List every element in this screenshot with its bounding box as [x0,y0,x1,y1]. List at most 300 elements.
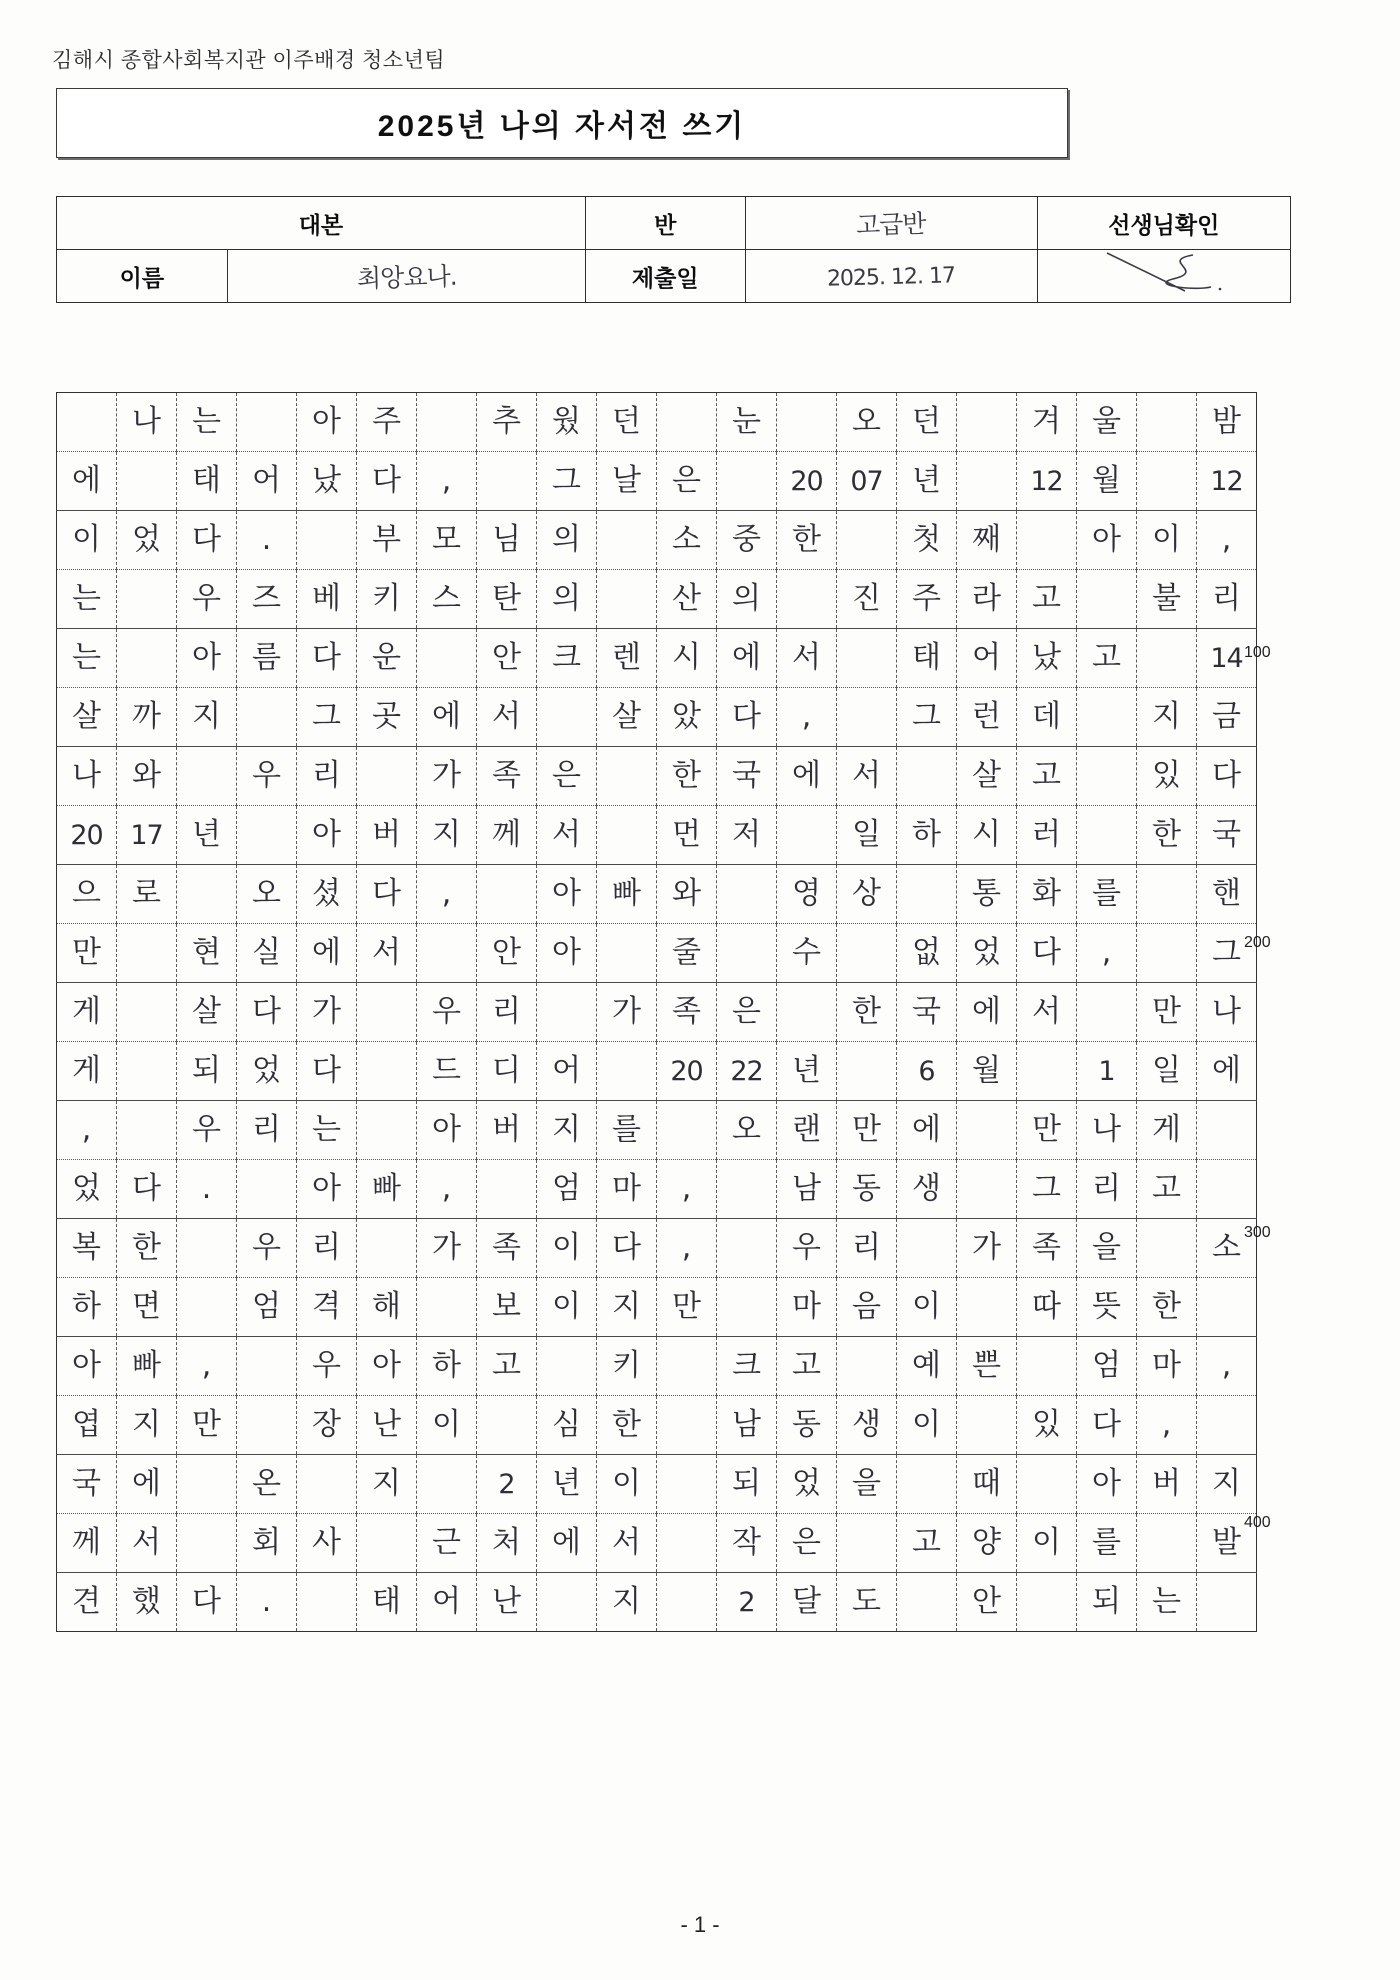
manuscript-cell[interactable] [1137,1160,1197,1219]
manuscript-cell[interactable] [957,865,1017,924]
manuscript-cell[interactable] [957,629,1017,688]
manuscript-cell[interactable] [357,1160,417,1219]
manuscript-cell[interactable] [477,452,537,511]
manuscript-cell[interactable] [477,1219,537,1278]
submit-date-value-cell[interactable] [745,250,1037,303]
manuscript-cell[interactable] [717,806,777,865]
manuscript-cell[interactable] [537,1278,597,1337]
manuscript-cell[interactable] [1017,629,1077,688]
manuscript-cell[interactable] [597,1573,657,1632]
manuscript-cell[interactable] [897,393,957,452]
manuscript-cell[interactable] [837,1337,897,1396]
manuscript-cell[interactable] [1017,688,1077,747]
manuscript-cell[interactable] [1137,1455,1197,1514]
manuscript-cell[interactable] [717,1455,777,1514]
name-value-cell[interactable] [227,250,585,303]
manuscript-cell[interactable] [957,1042,1017,1101]
manuscript-cell[interactable] [1137,511,1197,570]
manuscript-cell[interactable] [537,629,597,688]
manuscript-cell[interactable] [297,393,357,452]
manuscript-cell[interactable] [597,983,657,1042]
manuscript-cell[interactable] [237,1573,297,1632]
manuscript-cell[interactable] [537,1101,597,1160]
manuscript-cell[interactable] [57,1219,117,1278]
manuscript-cell[interactable] [117,1573,177,1632]
manuscript-cell[interactable] [657,1160,717,1219]
manuscript-cell[interactable] [657,983,717,1042]
manuscript-cell[interactable] [177,629,237,688]
manuscript-cell[interactable] [297,747,357,806]
manuscript-cell[interactable] [717,1101,777,1160]
manuscript-cell[interactable] [297,511,357,570]
manuscript-cell[interactable] [177,511,237,570]
manuscript-cell[interactable] [837,1514,897,1573]
manuscript-cell[interactable] [297,688,357,747]
manuscript-cell[interactable] [957,511,1017,570]
manuscript-cell[interactable] [117,452,177,511]
manuscript-cell[interactable] [237,688,297,747]
manuscript-cell[interactable] [537,865,597,924]
manuscript-cell[interactable] [1077,1573,1137,1632]
manuscript-cell[interactable] [417,1160,477,1219]
manuscript-cell[interactable] [117,629,177,688]
manuscript-cell[interactable] [657,747,717,806]
manuscript-cell[interactable] [417,1455,477,1514]
manuscript-cell[interactable] [597,1455,657,1514]
manuscript-cell[interactable] [897,1455,957,1514]
manuscript-cell[interactable] [657,511,717,570]
manuscript-cell[interactable] [357,1101,417,1160]
manuscript-cell[interactable] [777,1042,837,1101]
manuscript-cell[interactable] [897,1219,957,1278]
manuscript-cell[interactable] [597,629,657,688]
manuscript-cell[interactable] [297,452,357,511]
manuscript-cell[interactable] [837,393,897,452]
manuscript-cell[interactable] [537,1160,597,1219]
manuscript-cell[interactable] [777,1573,837,1632]
manuscript-cell[interactable] [1137,1219,1197,1278]
manuscript-cell[interactable] [477,1042,537,1101]
manuscript-cell[interactable] [717,747,777,806]
manuscript-cell[interactable] [237,1101,297,1160]
manuscript-cell[interactable] [357,1337,417,1396]
manuscript-cell[interactable] [177,1573,237,1632]
manuscript-cell[interactable] [837,1278,897,1337]
manuscript-cell[interactable] [1137,865,1197,924]
manuscript-cell[interactable] [597,747,657,806]
manuscript-cell[interactable] [57,1101,117,1160]
manuscript-cell[interactable] [1197,806,1257,865]
manuscript-cell[interactable] [957,1160,1017,1219]
manuscript-cell[interactable] [1077,629,1137,688]
manuscript-cell[interactable] [717,688,777,747]
manuscript-cell[interactable] [1017,747,1077,806]
manuscript-cell[interactable] [1197,747,1257,806]
manuscript-cell[interactable] [1077,1396,1137,1455]
manuscript-cell[interactable] [357,452,417,511]
manuscript-cell[interactable] [417,1219,477,1278]
manuscript-cell[interactable] [477,570,537,629]
manuscript-cell[interactable] [237,1337,297,1396]
manuscript-cell[interactable] [1077,747,1137,806]
manuscript-cell[interactable] [1017,1278,1077,1337]
manuscript-cell[interactable] [297,865,357,924]
manuscript-cell[interactable] [957,393,1017,452]
manuscript-cell[interactable] [477,393,537,452]
manuscript-cell[interactable] [297,1337,357,1396]
manuscript-cell[interactable] [1077,1101,1137,1160]
manuscript-cell[interactable] [1197,865,1257,924]
manuscript-cell[interactable] [597,1337,657,1396]
manuscript-cell[interactable] [1077,865,1137,924]
manuscript-cell[interactable] [957,806,1017,865]
manuscript-cell[interactable] [597,1396,657,1455]
manuscript-cell[interactable] [1197,1573,1257,1632]
manuscript-cell[interactable] [1077,393,1137,452]
manuscript-cell[interactable] [717,570,777,629]
manuscript-cell[interactable] [117,1455,177,1514]
manuscript-cell[interactable] [117,570,177,629]
manuscript-cell[interactable] [477,806,537,865]
manuscript-cell[interactable] [57,1573,117,1632]
manuscript-cell[interactable] [777,1396,837,1455]
manuscript-cell[interactable] [177,865,237,924]
manuscript-cell[interactable] [1077,511,1137,570]
manuscript-cell[interactable] [1017,1573,1077,1632]
manuscript-cell[interactable] [1137,393,1197,452]
manuscript-cell[interactable] [117,747,177,806]
manuscript-cell[interactable] [777,629,837,688]
manuscript-cell[interactable] [1197,924,1257,983]
manuscript-cell[interactable] [897,688,957,747]
manuscript-cell[interactable] [837,1455,897,1514]
manuscript-cell[interactable] [117,1396,177,1455]
manuscript-cell[interactable] [897,1396,957,1455]
manuscript-cell[interactable] [837,865,897,924]
manuscript-cell[interactable] [537,1396,597,1455]
manuscript-cell[interactable] [657,865,717,924]
manuscript-cell[interactable] [717,393,777,452]
manuscript-cell[interactable] [897,1514,957,1573]
manuscript-cell[interactable] [1197,983,1257,1042]
manuscript-cell[interactable] [837,629,897,688]
manuscript-cell[interactable] [177,1337,237,1396]
manuscript-cell[interactable] [417,1278,477,1337]
manuscript-cell[interactable] [657,924,717,983]
manuscript-cell[interactable] [597,393,657,452]
manuscript-cell[interactable] [1137,1337,1197,1396]
manuscript-cell[interactable] [297,570,357,629]
manuscript-cell[interactable] [1077,1455,1137,1514]
manuscript-cell[interactable] [717,1396,777,1455]
manuscript-cell[interactable] [657,570,717,629]
manuscript-cell[interactable] [1197,1042,1257,1101]
manuscript-cell[interactable] [957,983,1017,1042]
manuscript-cell[interactable] [57,983,117,1042]
manuscript-cell[interactable] [117,511,177,570]
manuscript-cell[interactable] [57,865,117,924]
manuscript-cell[interactable] [297,1396,357,1455]
manuscript-cell[interactable] [117,924,177,983]
manuscript-cell[interactable] [1197,1101,1257,1160]
manuscript-cell[interactable] [777,865,837,924]
manuscript-cell[interactable] [417,924,477,983]
manuscript-cell[interactable] [477,865,537,924]
manuscript-cell[interactable] [237,924,297,983]
manuscript-cell[interactable] [57,1278,117,1337]
manuscript-cell[interactable] [537,570,597,629]
manuscript-cell[interactable] [1137,629,1197,688]
manuscript-cell[interactable] [957,1278,1017,1337]
manuscript-cell[interactable] [177,983,237,1042]
manuscript-cell[interactable] [657,629,717,688]
manuscript-cell[interactable] [117,1160,177,1219]
manuscript-cell[interactable] [297,629,357,688]
manuscript-cell[interactable] [597,511,657,570]
manuscript-cell[interactable] [1077,983,1137,1042]
manuscript-cell[interactable] [717,629,777,688]
class-value-cell[interactable] [745,197,1037,250]
manuscript-cell[interactable] [357,747,417,806]
manuscript-cell[interactable] [657,452,717,511]
manuscript-cell[interactable] [357,1042,417,1101]
manuscript-cell[interactable] [417,1337,477,1396]
manuscript-cell[interactable] [837,688,897,747]
manuscript-cell[interactable] [237,747,297,806]
manuscript-cell[interactable] [717,1573,777,1632]
manuscript-cell[interactable] [777,806,837,865]
manuscript-cell[interactable] [57,1160,117,1219]
manuscript-cell[interactable] [1077,806,1137,865]
manuscript-cell[interactable] [837,1101,897,1160]
manuscript-cell[interactable] [957,688,1017,747]
manuscript-cell[interactable] [1017,1396,1077,1455]
manuscript-cell[interactable] [297,1219,357,1278]
manuscript-cell[interactable] [417,688,477,747]
manuscript-cell[interactable] [777,452,837,511]
manuscript-cell[interactable] [57,1042,117,1101]
manuscript-cell[interactable] [1197,1160,1257,1219]
manuscript-cell[interactable] [357,1514,417,1573]
manuscript-cell[interactable] [537,1337,597,1396]
manuscript-cell[interactable] [1017,1160,1077,1219]
manuscript-cell[interactable] [417,1396,477,1455]
manuscript-cell[interactable] [57,452,117,511]
manuscript-cell[interactable] [117,688,177,747]
manuscript-cell[interactable] [957,924,1017,983]
manuscript-cell[interactable] [417,1573,477,1632]
manuscript-cell[interactable] [477,983,537,1042]
manuscript-cell[interactable] [297,1573,357,1632]
manuscript-cell[interactable] [357,1396,417,1455]
manuscript-cell[interactable] [1017,511,1077,570]
manuscript-cell[interactable] [417,1514,477,1573]
manuscript-cell[interactable] [1077,1042,1137,1101]
manuscript-cell[interactable] [657,393,717,452]
manuscript-cell[interactable] [597,1101,657,1160]
manuscript-cell[interactable] [957,1573,1017,1632]
manuscript-cell[interactable] [777,393,837,452]
manuscript-cell[interactable] [897,1278,957,1337]
manuscript-cell[interactable] [1017,1101,1077,1160]
manuscript-cell[interactable] [897,1160,957,1219]
manuscript-cell[interactable] [957,1219,1017,1278]
manuscript-cell[interactable] [57,1455,117,1514]
manuscript-cell[interactable] [1077,1514,1137,1573]
manuscript-cell[interactable] [537,393,597,452]
manuscript-cell[interactable] [477,1396,537,1455]
manuscript-cell[interactable] [897,983,957,1042]
manuscript-cell[interactable] [177,747,237,806]
manuscript-cell[interactable] [57,747,117,806]
manuscript-cell[interactable] [1137,688,1197,747]
manuscript-cell[interactable] [477,924,537,983]
manuscript-cell[interactable] [1197,393,1257,452]
manuscript-cell[interactable] [297,1160,357,1219]
manuscript-cell[interactable] [837,924,897,983]
manuscript-cell[interactable] [777,1278,837,1337]
manuscript-cell[interactable] [417,393,477,452]
manuscript-cell[interactable] [777,983,837,1042]
manuscript-cell[interactable] [117,1514,177,1573]
manuscript-cell[interactable] [657,1101,717,1160]
manuscript-cell[interactable] [1077,1337,1137,1396]
manuscript-cell[interactable] [177,393,237,452]
manuscript-cell[interactable] [837,1573,897,1632]
manuscript-cell[interactable] [597,865,657,924]
manuscript-cell[interactable] [1137,983,1197,1042]
manuscript-cell[interactable] [1077,688,1137,747]
manuscript-cell[interactable] [597,924,657,983]
manuscript-cell[interactable] [1197,1455,1257,1514]
manuscript-cell[interactable] [897,1042,957,1101]
manuscript-cell[interactable] [1077,1278,1137,1337]
manuscript-cell[interactable] [897,747,957,806]
manuscript-cell[interactable] [177,452,237,511]
manuscript-cell[interactable] [237,629,297,688]
manuscript-cell[interactable] [597,1514,657,1573]
manuscript-cell[interactable] [897,806,957,865]
manuscript-cell[interactable] [1137,570,1197,629]
manuscript-cell[interactable] [657,1219,717,1278]
manuscript-cell[interactable] [897,924,957,983]
manuscript-cell[interactable] [357,806,417,865]
manuscript-cell[interactable] [777,924,837,983]
manuscript-cell[interactable] [957,1514,1017,1573]
manuscript-cell[interactable] [1017,452,1077,511]
manuscript-cell[interactable] [417,452,477,511]
manuscript-cell[interactable] [1017,1219,1077,1278]
manuscript-cell[interactable] [1137,747,1197,806]
manuscript-cell[interactable] [897,865,957,924]
manuscript-cell[interactable] [777,1101,837,1160]
manuscript-cell[interactable] [237,1278,297,1337]
manuscript-cell[interactable] [597,1219,657,1278]
manuscript-cell[interactable] [57,1514,117,1573]
manuscript-cell[interactable] [477,688,537,747]
manuscript-cell[interactable] [717,452,777,511]
manuscript-cell[interactable] [837,747,897,806]
manuscript-cell[interactable] [57,1337,117,1396]
manuscript-cell[interactable] [777,747,837,806]
manuscript-cell[interactable] [537,1455,597,1514]
manuscript-cell[interactable] [837,1160,897,1219]
manuscript-cell[interactable] [1197,1396,1257,1455]
manuscript-cell[interactable] [837,1396,897,1455]
manuscript-cell[interactable] [57,688,117,747]
manuscript-cell[interactable] [237,1455,297,1514]
manuscript-cell[interactable] [537,924,597,983]
manuscript-cell[interactable] [777,1455,837,1514]
manuscript-cell[interactable] [537,511,597,570]
manuscript-cell[interactable] [1017,1455,1077,1514]
manuscript-cell[interactable] [777,511,837,570]
manuscript-cell[interactable] [177,1278,237,1337]
manuscript-cell[interactable] [477,1160,537,1219]
manuscript-cell[interactable] [1137,1278,1197,1337]
manuscript-cell[interactable] [1197,1337,1257,1396]
manuscript-cell[interactable] [537,983,597,1042]
manuscript-cell[interactable] [357,629,417,688]
manuscript-cell[interactable] [117,1042,177,1101]
manuscript-cell[interactable] [597,688,657,747]
manuscript-cell[interactable] [597,452,657,511]
manuscript-cell[interactable] [657,1455,717,1514]
manuscript-cell[interactable] [537,1514,597,1573]
manuscript-cell[interactable] [417,806,477,865]
manuscript-cell[interactable] [1017,924,1077,983]
manuscript-cell[interactable] [1197,452,1257,511]
manuscript-cell[interactable] [177,1042,237,1101]
manuscript-cell[interactable] [237,1042,297,1101]
manuscript-cell[interactable] [357,1455,417,1514]
manuscript-cell[interactable] [717,1160,777,1219]
manuscript-cell[interactable] [57,1396,117,1455]
manuscript-cell[interactable] [417,983,477,1042]
manuscript-cell[interactable] [1017,1337,1077,1396]
manuscript-cell[interactable] [477,1337,537,1396]
manuscript-cell[interactable] [837,570,897,629]
manuscript-cell[interactable] [1137,924,1197,983]
manuscript-cell[interactable] [297,1042,357,1101]
manuscript-cell[interactable] [177,1219,237,1278]
manuscript-cell[interactable] [297,983,357,1042]
manuscript-cell[interactable] [1137,1101,1197,1160]
manuscript-cell[interactable] [777,1514,837,1573]
manuscript-cell[interactable] [357,1573,417,1632]
manuscript-cell[interactable] [477,747,537,806]
manuscript-cell[interactable] [537,1219,597,1278]
manuscript-cell[interactable] [477,1278,537,1337]
manuscript-cell[interactable] [1137,1042,1197,1101]
manuscript-cell[interactable] [597,806,657,865]
manuscript-cell[interactable] [777,1337,837,1396]
manuscript-cell[interactable] [357,1278,417,1337]
manuscript-cell[interactable] [1077,452,1137,511]
manuscript-cell[interactable] [177,688,237,747]
manuscript-cell[interactable] [657,1514,717,1573]
manuscript-cell[interactable] [177,1396,237,1455]
manuscript-cell[interactable] [477,1101,537,1160]
manuscript-cell[interactable] [897,1101,957,1160]
manuscript-cell[interactable] [417,865,477,924]
manuscript-cell[interactable] [1197,511,1257,570]
manuscript-cell[interactable] [717,1219,777,1278]
manuscript-cell[interactable] [57,511,117,570]
manuscript-cell[interactable] [57,393,117,452]
manuscript-cell[interactable] [117,1219,177,1278]
manuscript-cell[interactable] [717,983,777,1042]
